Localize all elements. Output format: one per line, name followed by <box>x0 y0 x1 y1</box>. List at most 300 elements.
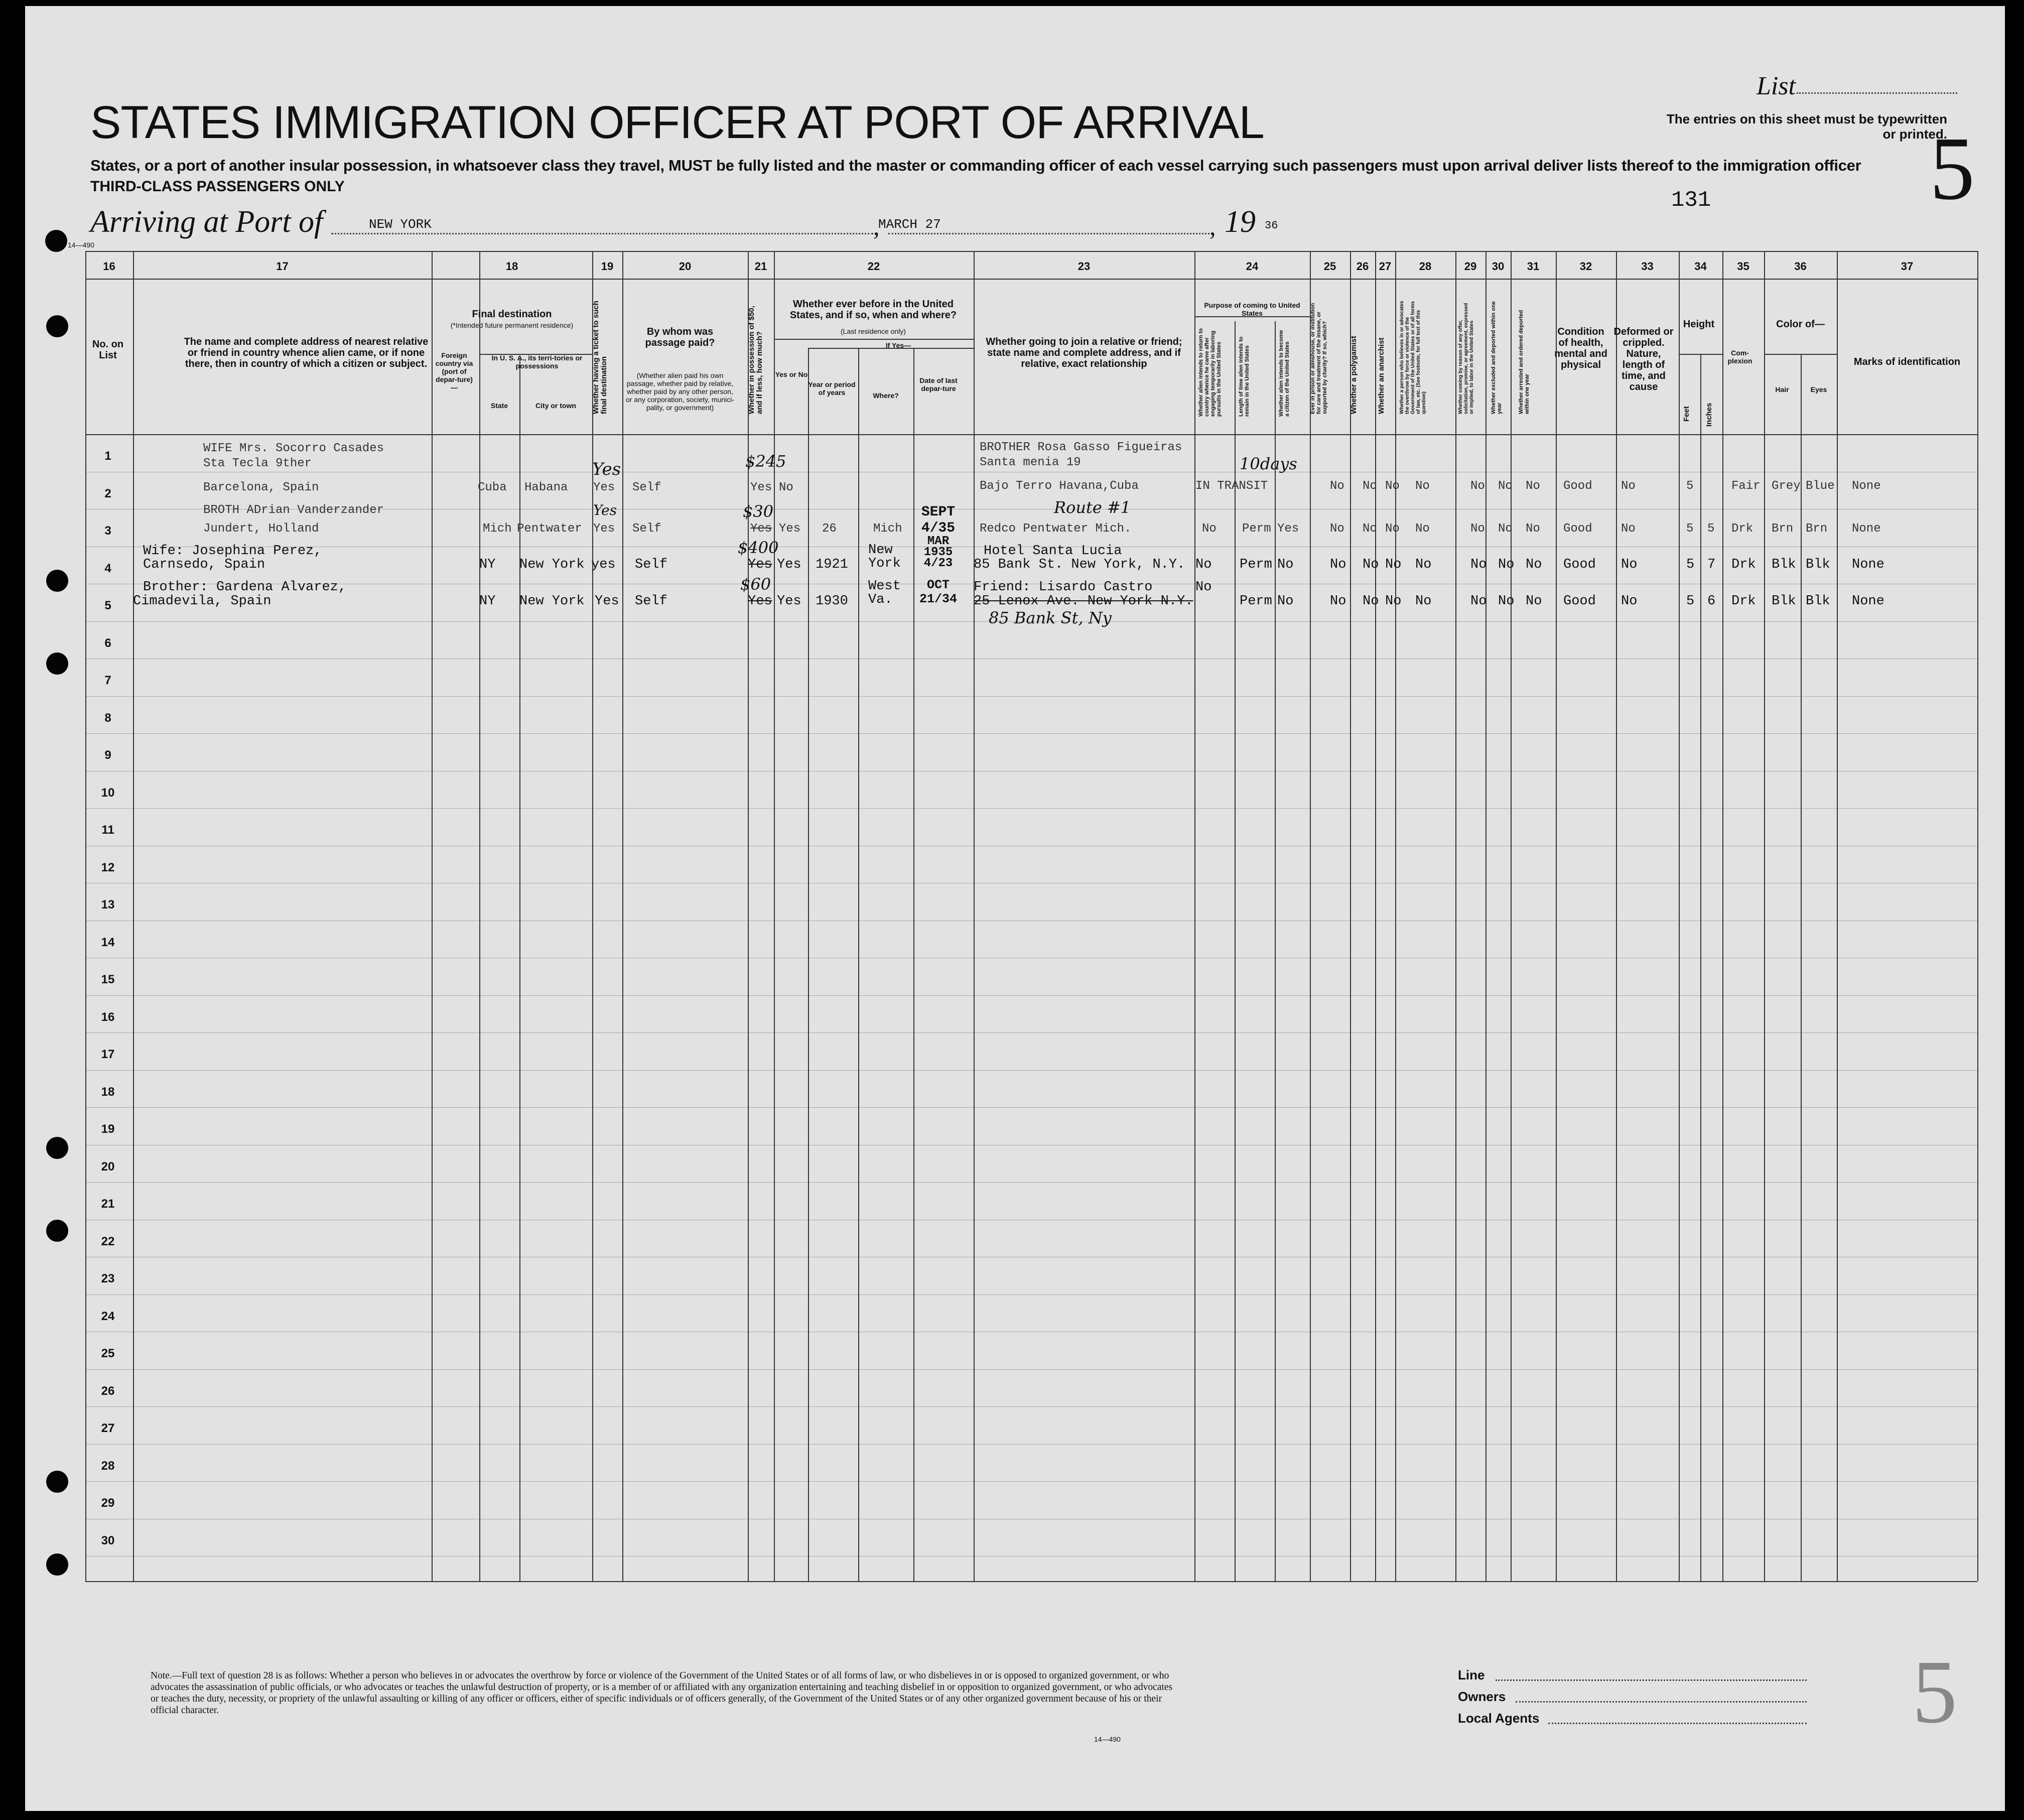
table-column-rule <box>1837 251 1838 1581</box>
row4-deformed: No <box>1621 594 1638 609</box>
column-number: 18 <box>505 260 518 273</box>
row1-hair: Grey <box>1772 479 1801 493</box>
row1-city: Habana <box>524 481 568 494</box>
column-number: 19 <box>601 260 614 273</box>
row2-hair: Brn <box>1772 522 1794 536</box>
page-number-top: 5 <box>1930 118 1975 218</box>
header-purpose-c: Whether alien intends to become a citizen of the United States <box>1278 330 1290 417</box>
table-rule <box>85 733 1977 734</box>
table-column-rule <box>774 251 775 1581</box>
row1-c31: No <box>1526 479 1540 493</box>
table-column-rule <box>1395 251 1396 1581</box>
row4-date: OCT 21/34 <box>919 578 957 606</box>
row4-c31: No <box>1526 594 1542 609</box>
row4-eyes: Blk <box>1806 594 1830 609</box>
date-value: MARCH 27 <box>878 217 941 232</box>
header-state: State <box>490 402 508 410</box>
row4-relative-line2: Cimadevila, Spain <box>133 594 272 609</box>
row3-c27: No <box>1385 557 1402 572</box>
row-number: 4 <box>104 561 111 575</box>
row3-where: New York <box>868 543 901 571</box>
row1-join-line1: BROTHER Rosa Gasso Figueiras <box>980 441 1182 454</box>
row-number: 6 <box>104 636 111 650</box>
row3-purpose-a: No <box>1195 557 1212 572</box>
row-number: 15 <box>101 973 115 986</box>
row2-years: 26 <box>822 522 837 536</box>
form-number-top: 14—490 <box>68 241 94 249</box>
table-rule <box>85 1182 1977 1183</box>
row4-c25: No <box>1330 594 1346 609</box>
row4-join-line2: 25 Lenox Ave. New York N.Y. <box>974 594 1193 609</box>
table-column-rule <box>748 251 749 1581</box>
row2-c26: No <box>1363 522 1377 536</box>
footnote-question-28: Note.—Full text of question 28 is as follows: Whether a person who believes in or advocates the overthrow by force or violence of the Government of the United States or of all forms of law, or who disbelieves in or is opposed to organized government, or who advocates the assassination of public officials, or who advocates or teaches the unlawful destruction of property, or is a member of or affiliated with any organization entertaining and teaching disbelief in or opposition to organized government, or who advocates or teaches the duty, necessity, or propriety of the unlawful assaulting or killing of any officer or officers, either of specific individuals or of officers generally, of the Government of the United States or of any other organized government because of his or their official character. <box>151 1670 1173 1716</box>
row2-marks: None <box>1852 522 1881 536</box>
row-number: 13 <box>101 898 115 912</box>
page-title: STATES IMMIGRATION OFFICER AT PORT OF ARRIVAL <box>90 97 1264 148</box>
row2-health: Good <box>1563 522 1592 536</box>
row2-c29: No <box>1470 522 1485 536</box>
header-health: Condition of health, mental and physical <box>1554 326 1607 370</box>
row2-deformed: No <box>1621 522 1636 536</box>
row1-state: Cuba <box>478 481 507 494</box>
punch-hole <box>46 570 68 592</box>
agents-fill <box>1548 1723 1807 1724</box>
header-foreign-country: Foreign country via (port of depar-ture)— <box>435 351 473 392</box>
header-money: Whether in possession of $50, and if less, how much? <box>747 306 764 414</box>
table-rule <box>85 1032 1977 1033</box>
table-rule <box>85 434 1977 435</box>
header-inches: Inches <box>1705 403 1713 427</box>
row2-c25: No <box>1330 522 1344 536</box>
table-column-rule <box>133 251 134 1581</box>
table-subcolumn-rule <box>1700 354 1701 1581</box>
header-in-usa: In U. S. A., its terri-tories or possessions <box>491 354 583 370</box>
table-rule <box>85 995 1977 996</box>
list-line <box>1797 92 1957 94</box>
column-number: 29 <box>1464 260 1477 273</box>
row4-feet: 5 <box>1686 594 1695 609</box>
row3-ticket: yes <box>591 557 616 572</box>
punch-hole <box>46 315 68 337</box>
column-number: 34 <box>1694 260 1707 273</box>
year-prefix: 19 <box>1225 205 1256 239</box>
row1-ticket-handwritten: Yes <box>592 459 621 479</box>
row-number: 24 <box>101 1309 115 1323</box>
column-number: 17 <box>276 260 289 273</box>
row3-marks: None <box>1852 557 1884 572</box>
row1-before: No <box>779 481 793 494</box>
punch-hole <box>45 230 67 252</box>
row3-c26: No <box>1363 557 1379 572</box>
header-feet: Feet <box>1682 406 1691 422</box>
row3-join-line2: 85 Bank St. New York, N.Y. <box>974 557 1185 572</box>
row4-hair: Blk <box>1772 594 1796 609</box>
row2-money: Yes <box>750 522 772 536</box>
row-number: 2 <box>104 486 111 500</box>
row4-paid: Self <box>635 594 667 609</box>
punch-hole <box>46 1471 68 1493</box>
header-c29: Whether coming by reason of any offer, solicitation, promise, or agreement, expressed or implied, to labor in the United States <box>1458 303 1474 414</box>
header-c25: Ever in prison or almshouse, or institution for care and treatment of the insane, or supported by charity? If so, which? <box>1310 303 1328 414</box>
row1-c27: No <box>1385 479 1400 493</box>
table-rule <box>774 339 974 340</box>
row4-purpose-b: Perm <box>1240 594 1272 609</box>
table-column-rule <box>1556 251 1557 1581</box>
list-label: List <box>1757 72 1796 100</box>
table-column-rule <box>1616 251 1617 1581</box>
row2-purpose-c: Yes <box>1277 522 1299 536</box>
table-column-rule <box>1511 251 1512 1581</box>
row4-purpose-c: No <box>1277 594 1294 609</box>
passenger-class-note: THIRD-CLASS PASSENGERS ONLY <box>90 178 345 195</box>
arriving-label: Arriving at Port of <box>90 205 323 239</box>
table-rule <box>85 279 1977 280</box>
column-number: 35 <box>1737 260 1749 273</box>
table-column-rule <box>1194 251 1195 1581</box>
header-c27: Whether an anarchist <box>1377 337 1386 414</box>
row2-eyes: Brn <box>1806 522 1828 536</box>
header-hair: Hair <box>1775 385 1789 394</box>
row-number: 28 <box>101 1459 115 1473</box>
header-passage-paid: By whom was passage paid? <box>645 326 715 348</box>
row3-date: MAR 1935 4/23 <box>923 535 953 570</box>
row2-inches: 5 <box>1707 522 1715 536</box>
row3-hair: Blk <box>1772 557 1796 572</box>
row2-state: Mich <box>483 522 512 536</box>
header-c28: Whether a person who believes in or advocates the overthrow by force or violence of the Government of the United States or of all forms of law, etc. (See footnote, for full text of this question) <box>1399 301 1427 414</box>
column-number: 31 <box>1527 260 1540 273</box>
column-number: 23 <box>1077 260 1091 273</box>
row3-state: NY <box>479 557 496 572</box>
row1-join-line3: Bajo Terro Havana,Cuba <box>980 479 1139 493</box>
entries-note: The entries on this sheet must be typewritten or printed. <box>1666 111 1947 142</box>
row2-purpose-a: No <box>1202 522 1217 536</box>
row3-c29: No <box>1470 557 1487 572</box>
table-column-rule <box>1977 251 1978 1581</box>
row1-c29: No <box>1470 479 1485 493</box>
owners-fill <box>1516 1701 1807 1703</box>
row1-relative-line3: Barcelona, Spain <box>203 481 319 494</box>
header-no-on-list: No. on List <box>92 339 124 361</box>
local-agents-label: Local Agents <box>1458 1711 1540 1726</box>
row-number: 9 <box>104 748 111 762</box>
table-column-rule <box>1310 251 1311 1581</box>
row4-state: NY <box>479 594 496 609</box>
row1-c30: No <box>1498 479 1513 493</box>
header-color-of: Color of— <box>1776 319 1825 330</box>
row4-inches: 6 <box>1707 594 1716 609</box>
row1-relative-line2: Sta Tecla 9ther <box>203 457 312 470</box>
row-number: 29 <box>101 1496 115 1510</box>
column-number: 26 <box>1356 260 1369 273</box>
header-purpose-b: Length of time alien intends to remain in the United States <box>1238 336 1250 417</box>
header-date-last: Date of last depar-ture <box>919 376 958 393</box>
header-year-period: Year or period of years <box>808 380 856 397</box>
comma2: , <box>1209 212 1216 240</box>
row2-c30: No <box>1498 522 1513 536</box>
row1-c25: No <box>1330 479 1344 493</box>
column-number: 16 <box>103 260 115 273</box>
header-c30: Whether excluded and deported within one year <box>1491 301 1503 414</box>
row-number: 22 <box>101 1234 115 1248</box>
table-subcolumn-rule <box>1801 354 1802 1581</box>
header-ever-before: Whether ever before in the United States, and if so, when and where? <box>789 299 957 321</box>
row4-where: West Va. <box>868 579 901 607</box>
header-relative: The name and complete address of nearest relative or friend in country whence alien came, or if none there, then in country of which a citizen or subject. <box>184 336 429 369</box>
row-number: 26 <box>101 1384 115 1398</box>
row4-health: Good <box>1563 594 1596 609</box>
row1-money: Yes <box>750 481 772 494</box>
header-final-destination-note: (*Intended future permanent residence) <box>450 321 574 329</box>
row2-city: Pentwater <box>517 522 582 536</box>
form-number-bottom: 14—490 <box>1094 1735 1121 1743</box>
table-rule <box>85 808 1977 809</box>
row4-c26: No <box>1363 594 1379 609</box>
row-number: 11 <box>101 823 114 837</box>
header-eyes: Eyes <box>1810 385 1827 394</box>
line-fill <box>1496 1679 1807 1681</box>
row3-paid: Self <box>635 557 667 572</box>
table-column-rule <box>432 251 433 1581</box>
row4-relative-line1: Brother: Gardena Alvarez, <box>143 580 347 595</box>
table-column-rule <box>85 251 86 1581</box>
manifest-sheet <box>25 6 2005 1811</box>
column-number: 25 <box>1323 260 1336 273</box>
row2-feet: 5 <box>1686 522 1694 536</box>
header-final-destination: Final destination <box>472 309 552 320</box>
row3-relative-line2: Carnsedo, Spain <box>143 557 265 572</box>
row-number: 20 <box>101 1159 115 1174</box>
sheet-number: 131 <box>1671 188 1711 213</box>
row1-paid: Self <box>632 481 661 494</box>
row1-relative-line1: WIFE Mrs. Socorro Casades <box>203 442 384 455</box>
table-subcolumn-rule <box>858 349 859 1581</box>
table-rule <box>85 1369 1977 1370</box>
row4-join-line1: Friend: Lisardo Castro <box>974 580 1153 595</box>
date-line <box>888 233 1209 234</box>
row3-feet: 5 <box>1686 557 1695 572</box>
row4-c28: No <box>1415 594 1432 609</box>
table-subcolumn-rule <box>808 349 809 1581</box>
row1-feet: 5 <box>1686 479 1694 493</box>
row3-years: 1921 <box>816 557 848 572</box>
row-number: 5 <box>104 599 111 612</box>
table-column-rule <box>1350 251 1351 1581</box>
year-suffix: 36 <box>1265 219 1278 232</box>
header-passage-note: (Whether alien paid his own passage, whether paid by relative, whether paid by any other person, or any corporation, society, munici-pality, or government) <box>625 371 735 412</box>
row2-paid: Self <box>632 522 661 536</box>
table-column-rule <box>479 251 480 1581</box>
row2-c27: No <box>1385 522 1400 536</box>
row4-money-handwritten: $60 <box>740 575 771 594</box>
table-column-rule <box>1486 251 1487 1581</box>
port-line <box>331 233 873 234</box>
table-subcolumn-rule <box>1275 321 1276 1581</box>
column-number: 22 <box>867 260 880 273</box>
row4-money: Yes <box>748 594 772 609</box>
header-joining: Whether going to join a relative or friend; state name and complete address, and if relative, exact relationship <box>986 336 1182 369</box>
row3-city: New York <box>519 557 585 572</box>
row3-relative-line1: Wife: Josephina Perez, <box>143 544 322 559</box>
row3-inches: 7 <box>1707 557 1716 572</box>
row-number: 27 <box>101 1421 115 1435</box>
header-if-yes: If Yes— <box>885 341 911 349</box>
table-subcolumn-rule <box>519 359 520 1581</box>
punch-hole <box>46 653 68 675</box>
column-number: 32 <box>1579 260 1592 273</box>
column-number: 27 <box>1379 260 1392 273</box>
row3-health: Good <box>1563 557 1596 572</box>
row-number: 8 <box>104 711 111 725</box>
row-number: 30 <box>101 1533 115 1547</box>
row4-join-handwritten: 85 Bank St, Ny <box>989 608 1112 627</box>
row3-c31: No <box>1526 557 1542 572</box>
row1-marks: None <box>1852 479 1881 493</box>
row-number: 16 <box>101 1010 115 1024</box>
row-number: 25 <box>101 1347 115 1360</box>
row2-relative-line2: Jundert, Holland <box>203 522 319 536</box>
row-number: 18 <box>101 1085 115 1099</box>
table-rule <box>85 1581 1977 1582</box>
row2-before: Yes <box>779 522 801 536</box>
row-number: 12 <box>101 860 115 874</box>
row4-city: New York <box>519 594 585 609</box>
row2-join-handwritten: Route #1 <box>1054 498 1131 517</box>
column-number: 21 <box>754 260 767 273</box>
row-number: 19 <box>101 1122 115 1136</box>
column-number: 20 <box>679 260 692 273</box>
row-number: 17 <box>101 1048 115 1061</box>
row2-where: Mich <box>873 522 902 536</box>
row1-join-line2: Santa menia 19 <box>980 456 1081 469</box>
row-number: 14 <box>101 935 115 949</box>
header-purpose-a: Whether alien intends to return to country whence he came after engaging temporarily in laboring pursuits in the United States <box>1198 328 1222 417</box>
row2-relative-line1: BROTH ADrian Vanderzander <box>203 503 384 517</box>
page-number-bottom: 5 <box>1912 1642 1957 1742</box>
row3-purpose-b: Perm <box>1240 557 1272 572</box>
column-number: 37 <box>1901 260 1914 273</box>
table-rule <box>85 1107 1977 1108</box>
header-purpose: Purpose of coming to United States <box>1204 301 1300 317</box>
row3-c25: No <box>1330 557 1346 572</box>
table-column-rule <box>1764 251 1765 1581</box>
punch-hole <box>46 1137 68 1159</box>
header-city: City or town <box>535 402 576 410</box>
row2-ticket: Yes <box>593 522 615 536</box>
row3-money: Yes <box>748 557 772 572</box>
table-column-rule <box>1375 251 1376 1581</box>
row-number: 10 <box>101 786 115 800</box>
row4-before: Yes <box>777 594 801 609</box>
row2-ticket-handwritten: Yes <box>593 502 617 518</box>
header-where: Where? <box>873 392 899 400</box>
table-column-rule <box>974 251 975 1581</box>
header-c26: Whether a polygamist <box>1350 336 1358 414</box>
column-number: 33 <box>1641 260 1654 273</box>
row2-c28: No <box>1415 522 1430 536</box>
row2-money-handwritten: $30 <box>743 502 774 521</box>
manifest-table <box>85 251 1977 1646</box>
row2-complexion: Drk <box>1731 522 1753 536</box>
row4-ticket: Yes <box>595 594 619 609</box>
row4-years: 1930 <box>816 594 848 609</box>
row4-c29: No <box>1470 594 1487 609</box>
row3-c30: No <box>1498 557 1515 572</box>
line-label: Line <box>1458 1667 1485 1682</box>
row-number: 23 <box>101 1272 115 1285</box>
table-rule <box>85 696 1977 697</box>
row-number: 1 <box>104 449 111 463</box>
row4-c27: No <box>1385 594 1402 609</box>
header-complexion: Com-plexion <box>1727 349 1752 365</box>
header-ticket: Whether having a ticket to such final destination <box>592 301 608 414</box>
table-rule <box>85 1444 1977 1445</box>
table-column-rule <box>1455 251 1456 1581</box>
punch-hole <box>46 1553 68 1576</box>
row2-purpose-b: Perm <box>1242 522 1271 536</box>
table-rule <box>85 1294 1977 1295</box>
row3-c28: No <box>1415 557 1432 572</box>
row1-eyes: Blue <box>1806 479 1835 493</box>
header-ever-before-note: (Last residence only) <box>841 327 906 335</box>
row1-purpose-b-handwritten: 10days <box>1240 454 1297 473</box>
row3-eyes: Blk <box>1806 557 1830 572</box>
table-rule <box>85 1070 1977 1071</box>
table-column-rule <box>622 251 623 1581</box>
row1-purpose-b: IN TRANSIT <box>1195 479 1268 493</box>
row4-marks: None <box>1852 594 1884 609</box>
owners-label: Owners <box>1458 1689 1506 1704</box>
row2-join-line1: Redco Pentwater Mich. <box>980 522 1132 536</box>
row2-c31: No <box>1526 522 1540 536</box>
row-number: 21 <box>101 1197 115 1211</box>
header-height: Height <box>1683 319 1715 330</box>
row3-deformed: No <box>1621 557 1638 572</box>
row4-complexion: Drk <box>1731 594 1756 609</box>
column-number: 28 <box>1419 260 1432 273</box>
table-rule <box>85 1481 1977 1482</box>
row1-deformed: No <box>1621 479 1636 493</box>
column-number: 24 <box>1246 260 1259 273</box>
row1-complexion: Fair <box>1731 479 1761 493</box>
header-marks: Marks of identification <box>1853 356 1961 367</box>
row3-before: Yes <box>777 557 801 572</box>
comma: , <box>873 212 880 240</box>
instructions-text: States, or a port of another insular possession, in whatsoever class they travel, MUST be fully listed and the master or commanding officer of each vessel carrying such passengers must upon arrival deliver lists thereof to the immigration officer <box>90 157 1861 174</box>
row-number: 7 <box>104 674 111 687</box>
row3-complexion: Drk <box>1731 557 1756 572</box>
row3-purpose-c: No <box>1277 557 1294 572</box>
row1-ticket: Yes <box>593 481 615 494</box>
port-value: NEW YORK <box>369 217 432 232</box>
table-rule <box>85 1406 1977 1407</box>
table-subcolumn-rule <box>1235 321 1236 1581</box>
row3-money-handwritten: $400 <box>738 538 779 557</box>
row2-date: SEPT 4/35 <box>921 504 956 536</box>
row1-c28: No <box>1415 479 1430 493</box>
column-number: 30 <box>1492 260 1505 273</box>
row1-money-handwritten: $245 <box>745 452 786 471</box>
header-deformed: Deformed or crippled. Nature, length of time, and cause <box>1613 326 1674 393</box>
row3-join-line1: Hotel Santa Lucia <box>984 544 1122 559</box>
header-yes-no: Yes or No <box>775 370 808 378</box>
row-number: 3 <box>104 524 111 538</box>
table-column-rule <box>592 251 593 1581</box>
row4-purpose-a: No <box>1195 580 1212 595</box>
row4-c30: No <box>1498 594 1515 609</box>
column-number: 36 <box>1794 260 1807 273</box>
